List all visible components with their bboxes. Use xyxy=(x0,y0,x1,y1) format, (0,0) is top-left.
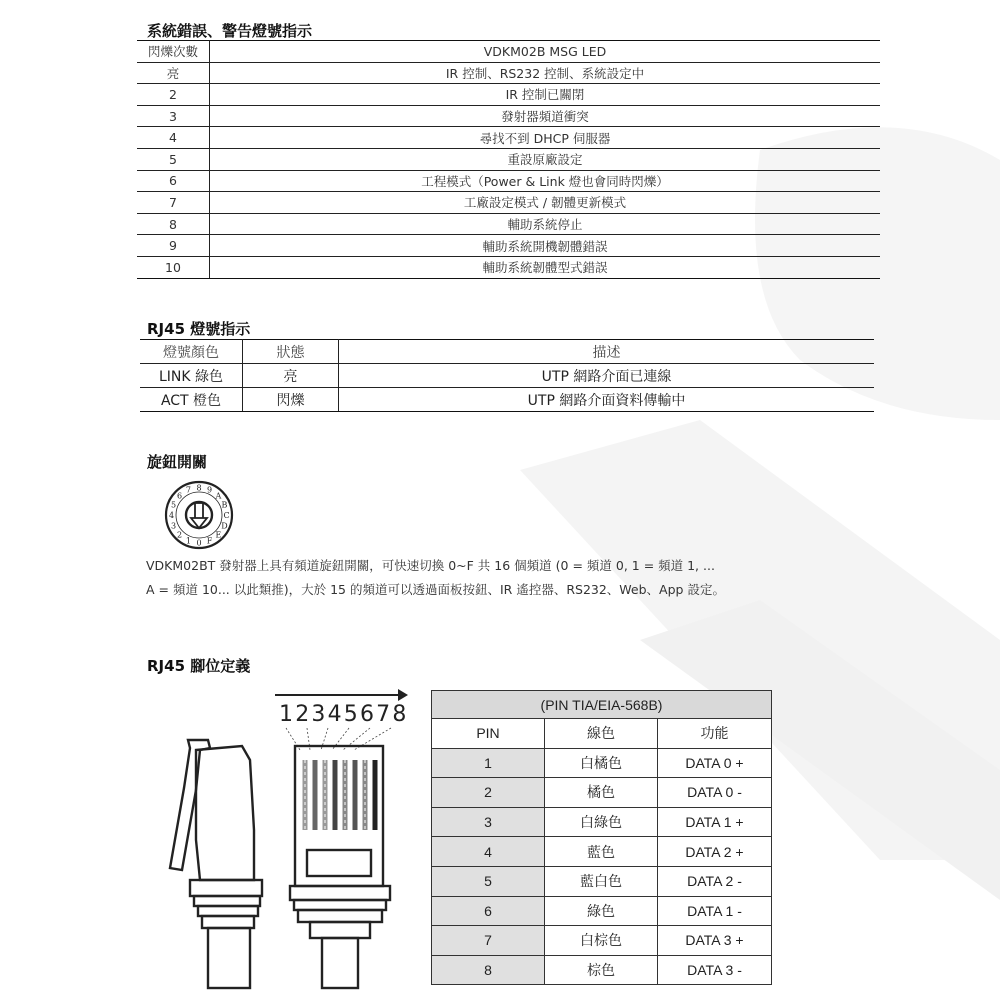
table-header-row xyxy=(137,41,880,63)
table-cell: 2 xyxy=(432,778,545,808)
table-cell: DATA 2 + xyxy=(658,837,772,867)
table-row xyxy=(137,235,880,257)
dial-digit: 2 xyxy=(177,530,183,540)
dial-digit: F xyxy=(206,536,213,546)
table-cell: 閃爍 xyxy=(243,388,339,412)
table-cell: 2 xyxy=(137,84,210,106)
dial-digit: D xyxy=(221,521,228,531)
table-cell: 亮 xyxy=(137,62,210,84)
table-row xyxy=(137,192,880,214)
table-row xyxy=(432,926,772,956)
table-cell: DATA 1 - xyxy=(658,896,772,926)
dial-digit: 7 xyxy=(185,485,192,495)
table-cell: 10 xyxy=(137,256,210,278)
table-cell: 7 xyxy=(432,926,545,956)
pin-number-label: 12345678 xyxy=(279,702,409,727)
table-cell: DATA 0 + xyxy=(658,748,772,778)
table-cell: 工廠設定模式 / 韌體更新模式 xyxy=(210,192,881,214)
header-state: 狀態 xyxy=(243,340,339,364)
table-cell: 重設原廠設定 xyxy=(210,148,881,170)
table-cell: 輔助系統開機韌體錯誤 xyxy=(210,235,881,257)
dial-digit: 4 xyxy=(168,511,175,520)
rotary-title: 旋鈕開關 xyxy=(147,453,208,471)
led-section-title: 系統錯誤、警告燈號指示 xyxy=(147,22,313,40)
dial-digit: 1 xyxy=(185,536,192,546)
table-cell: 5 xyxy=(137,148,210,170)
dial-digit: C xyxy=(223,511,230,520)
table-row xyxy=(432,896,772,926)
table-cell: 白棕色 xyxy=(545,926,658,956)
table-cell: 藍色 xyxy=(545,837,658,867)
rotary-description-line2: A = 頻道 10... 以此類推)，大於 15 的頻道可以透過面板按鈕、IR 遙控器、RS232、Web、App 設定。 xyxy=(146,582,725,597)
table-caption-row xyxy=(432,691,772,719)
header-pin: PIN xyxy=(432,719,545,749)
table-cell: 亮 xyxy=(243,364,339,388)
header-description: 描述 xyxy=(339,340,875,364)
table-cell: 3 xyxy=(137,105,210,127)
table-row xyxy=(140,388,874,412)
dial-digit: E xyxy=(215,530,222,540)
dial-digit: B xyxy=(221,500,228,510)
table-cell: ACT 橙色 xyxy=(140,388,243,412)
table-cell: DATA 2 - xyxy=(658,866,772,896)
dial-digit: 3 xyxy=(171,521,177,531)
table-cell: 9 xyxy=(137,235,210,257)
rotary-description-line1: VDKM02BT 發射器上具有頻道旋鈕開關，可快速切換 0~F 共 16 個頻道 (0 = 頻道 0, 1 = 頻道 1, ... xyxy=(146,558,715,573)
table-row xyxy=(432,837,772,867)
table-row xyxy=(137,213,880,235)
header-wire-color: 線色 xyxy=(545,719,658,749)
header-light-color: 燈號顏色 xyxy=(140,340,243,364)
table-cell: 4 xyxy=(137,127,210,149)
table-cell: DATA 3 - xyxy=(658,955,772,985)
table-row xyxy=(137,105,880,127)
table-cell: 3 xyxy=(432,807,545,837)
table-row xyxy=(137,148,880,170)
header-blink-count: 閃爍次數 xyxy=(137,41,210,63)
rj45-connector-icon xyxy=(150,680,420,995)
table-cell: DATA 1 + xyxy=(658,807,772,837)
dial-digit: 8 xyxy=(196,483,202,493)
table-cell: 7 xyxy=(137,192,210,214)
table-row xyxy=(432,866,772,896)
dial-digit: 6 xyxy=(177,491,183,501)
table-cell: IR 控制、RS232 控制、系統設定中 xyxy=(210,62,881,84)
led-table xyxy=(137,40,880,279)
table-cell: 8 xyxy=(432,955,545,985)
table-cell: IR 控制已關閉 xyxy=(210,84,881,106)
table-cell: 6 xyxy=(432,896,545,926)
dial-digit: 9 xyxy=(206,485,213,495)
table-row xyxy=(432,955,772,985)
header-msg-led: VDKM02B MSG LED xyxy=(210,41,881,63)
table-cell: 工程模式（Power & Link 燈也會同時閃爍） xyxy=(210,170,881,192)
table-cell: 6 xyxy=(137,170,210,192)
table-cell: 綠色 xyxy=(545,896,658,926)
table-cell: 藍白色 xyxy=(545,866,658,896)
table-cell: 4 xyxy=(432,837,545,867)
table-row xyxy=(140,364,874,388)
table-cell: 尋找不到 DHCP 伺服器 xyxy=(210,127,881,149)
table-row xyxy=(137,62,880,84)
table-cell: 8 xyxy=(137,213,210,235)
table-cell: 棕色 xyxy=(545,955,658,985)
rotary-switch-icon xyxy=(164,480,234,550)
table-row xyxy=(432,807,772,837)
rj45-light-title: RJ45 燈號指示 xyxy=(147,320,251,338)
table-cell: UTP 網路介面已連線 xyxy=(339,364,875,388)
table-row xyxy=(432,748,772,778)
table-cell: DATA 3 + xyxy=(658,926,772,956)
dial-digit: 0 xyxy=(196,538,202,548)
table-header-row xyxy=(432,719,772,749)
table-cell: DATA 0 - xyxy=(658,778,772,808)
table-row xyxy=(137,256,880,278)
table-cell: LINK 綠色 xyxy=(140,364,243,388)
table-cell: 發射器頻道衝突 xyxy=(210,105,881,127)
table-cell: 白橘色 xyxy=(545,748,658,778)
pin-definition-table xyxy=(431,690,772,985)
table-cell: 1 xyxy=(432,748,545,778)
dial-digit: 5 xyxy=(171,500,177,510)
pin-table-caption: (PIN TIA/EIA-568B) xyxy=(432,691,772,719)
table-row xyxy=(137,84,880,106)
table-cell: 輔助系統韌體型式錯誤 xyxy=(210,256,881,278)
table-cell: 輔助系統停止 xyxy=(210,213,881,235)
table-row xyxy=(137,170,880,192)
table-header-row xyxy=(140,340,874,364)
table-row xyxy=(432,778,772,808)
table-cell: 白綠色 xyxy=(545,807,658,837)
table-cell: 橘色 xyxy=(545,778,658,808)
rj45-pin-title: RJ45 腳位定義 xyxy=(147,657,251,675)
table-cell: UTP 網路介面資料傳輸中 xyxy=(339,388,875,412)
table-row xyxy=(137,127,880,149)
table-cell: 5 xyxy=(432,866,545,896)
rj45-light-table xyxy=(140,339,874,412)
dial-digit: A xyxy=(215,491,222,501)
header-function: 功能 xyxy=(658,719,772,749)
